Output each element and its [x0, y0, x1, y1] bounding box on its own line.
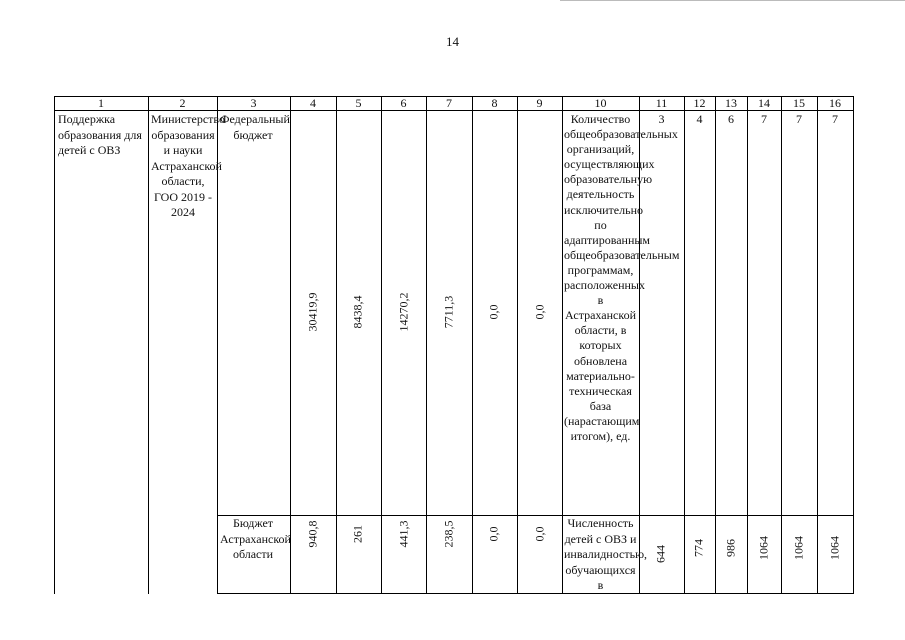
grid-line: [817, 96, 818, 594]
indicator-text: Численность детей с ОВЗ и инвалидностью, обучающихся в: [564, 516, 648, 592]
target-value: 7: [796, 112, 802, 126]
column-header: 14: [758, 96, 770, 110]
grid-line: [217, 515, 854, 516]
grid-line: [217, 593, 854, 594]
target-value: 7: [761, 112, 767, 126]
target-value: 6: [728, 112, 734, 126]
target-value: 4: [696, 112, 703, 126]
grid-line: [715, 96, 716, 594]
column-header: 12: [693, 96, 706, 110]
grid-line: [853, 96, 854, 594]
grid-line: [684, 96, 685, 594]
grid-line: [290, 96, 291, 594]
column-header: 3: [250, 96, 257, 110]
program-name: Поддержка образования для детей с ОВЗ: [58, 112, 142, 157]
grid-line: [426, 96, 427, 594]
grid-line: [517, 96, 518, 594]
grid-line: [148, 96, 149, 594]
column-header: 1: [98, 96, 104, 110]
grid-line: [336, 96, 337, 594]
target-value: 7: [832, 112, 838, 126]
executor: Министерство образования и науки Астраханской области, ГОО 2019 - 2024: [151, 112, 225, 219]
indicator-text: Количество общеобразовательных организаций, осуществляющих образовательную деятельность исключительно по адаптированным общеобразовательным программам, расположенных в Астраханской области, в которых обновлена материально-техническая база (нарастающим итогом), ед.: [564, 112, 680, 443]
grid-line: [54, 96, 55, 594]
funding-source: Бюджет Астраханской области: [220, 516, 291, 561]
funding-source: Федеральный бюджет: [220, 112, 290, 142]
target-value: 3: [658, 112, 665, 126]
top-rule: [560, 0, 905, 1]
column-header: 4: [310, 96, 316, 110]
column-header: 7: [446, 96, 452, 110]
column-header: 5: [355, 96, 362, 110]
grid-line: [54, 110, 854, 111]
page-number: 14: [446, 34, 459, 49]
column-header: 9: [536, 96, 543, 110]
program-table: 1 2 3 4 5 6 7 8 9 10 11 12 13 14 15 16 Поддержка образования для детей с ОВЗ Министерство образования и науки Астраханской области, ГОО 2019 - 2024 Федеральный бюджет 30419,9 8438,4 14270,2 7711,3 0,0 0,0 Количество общеобразовательных организаций, осуществляющих образовательную деятельность исключительно по адаптированным общеобразовательным программам, расположенных в Астраханской области, в которых обновлена материально-техническая база (нарастающим итогом), ед. 3 4 6 7 7 7 Бюджет Астраханской области 940,8 261 441,3 238,5 0,0 0,0 Численность детей с ОВЗ и инвалидностью, обучающихся в 644 774 986 1064 1064 1064: [54, 96, 854, 594]
column-header: 10: [594, 96, 607, 110]
column-header: 2: [179, 96, 186, 110]
grid-line: [747, 96, 748, 594]
column-header: 15: [793, 96, 805, 110]
grid-line: [472, 96, 473, 594]
grid-line: [781, 96, 782, 594]
grid-line: [381, 96, 382, 594]
column-header: 11: [655, 96, 668, 110]
column-header: 8: [491, 96, 498, 110]
grid-line: [562, 96, 563, 594]
column-header: 6: [400, 96, 407, 110]
column-header: 16: [829, 96, 841, 110]
column-header: 13: [725, 96, 737, 110]
